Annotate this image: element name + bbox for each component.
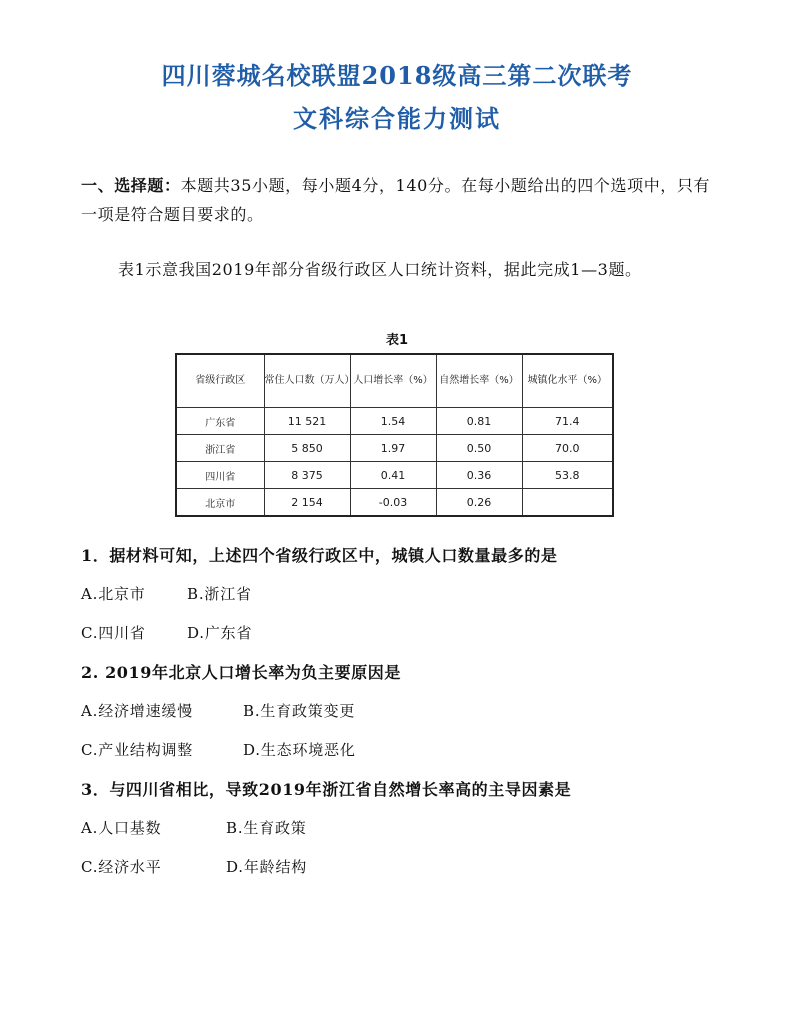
header-natural-growth: 自然增长率（%） <box>436 354 522 408</box>
cell-urbanization: 71.4 <box>522 408 613 435</box>
option-d: D.广东省 <box>187 624 253 642</box>
cell-population: 5 850 <box>264 435 350 462</box>
question-3-options-row-2 <box>81 856 307 877</box>
table-row <box>176 408 613 435</box>
header-growth-rate: 人口增长率（%） <box>350 354 436 408</box>
question-2-stem: 2. 2019年北京人口增长率为负主要原因是 <box>81 663 402 682</box>
section-heading: 一、选择题： <box>81 176 181 195</box>
cell-growth-rate: 1.54 <box>350 408 436 435</box>
question-2-options-row-2 <box>81 739 356 760</box>
option-a: A.经济增速缓慢 <box>81 702 194 720</box>
table-row <box>176 435 613 462</box>
table-row <box>176 489 613 517</box>
cell-population: 2 154 <box>264 489 350 517</box>
instructions-text: 本题共35小题，每小题4分，140分。在每小题给出的四个选项中，只有一项是符合题目要求的。 <box>81 176 711 224</box>
question-3-options-row-1 <box>81 817 307 838</box>
exam-subtitle: 文科综合能力测试 <box>293 104 501 133</box>
cell-population: 8 375 <box>264 462 350 489</box>
option-d: D.生态环境恶化 <box>243 741 356 759</box>
cell-growth-rate: -0.03 <box>350 489 436 517</box>
cell-region: 北京市 <box>176 489 264 517</box>
table-caption: 表1 <box>385 333 409 348</box>
cell-urbanization: 70.0 <box>522 435 613 462</box>
cell-urbanization <box>522 489 613 517</box>
header-population: 常住人口数（万人） <box>264 354 350 408</box>
header-region: 省级行政区 <box>176 354 264 408</box>
option-c: C.四川省 <box>81 624 146 642</box>
section-instructions <box>81 171 711 229</box>
cell-population: 11 521 <box>264 408 350 435</box>
cell-growth-rate: 0.41 <box>350 462 436 489</box>
option-b: B.生育政策变更 <box>243 702 356 720</box>
option-b: B.生育政策 <box>226 819 307 837</box>
cell-region: 浙江省 <box>176 435 264 462</box>
option-d: D.年龄结构 <box>226 858 308 876</box>
cell-natural-growth: 0.50 <box>436 435 522 462</box>
question-1-options-row-2 <box>81 622 252 643</box>
option-c: C.产业结构调整 <box>81 741 194 759</box>
cell-urbanization: 53.8 <box>522 462 613 489</box>
table-row <box>176 462 613 489</box>
question-1-stem: 1．据材料可知，上述四个省级行政区中，城镇人口数量最多的是 <box>81 546 558 565</box>
cell-natural-growth: 0.36 <box>436 462 522 489</box>
exam-title: 四川蓉城名校联盟2018级高三第二次联考 <box>161 61 633 90</box>
cell-natural-growth: 0.26 <box>436 489 522 517</box>
question-2-options-row-1 <box>81 700 355 721</box>
table-header-row <box>176 354 613 408</box>
question-3-stem: 3．与四川省相比，导致2019年浙江省自然增长率高的主导因素是 <box>81 780 572 799</box>
population-table <box>175 353 614 517</box>
option-b: B.浙江省 <box>187 585 252 603</box>
table-intro: 表1示意我国2019年部分省级行政区人口统计资料，据此完成1—3题。 <box>118 260 642 279</box>
question-1-options-row-1 <box>81 583 252 604</box>
cell-region: 四川省 <box>176 462 264 489</box>
option-c: C.经济水平 <box>81 858 162 876</box>
cell-region: 广东省 <box>176 408 264 435</box>
option-a: A.人口基数 <box>81 819 162 837</box>
cell-growth-rate: 1.97 <box>350 435 436 462</box>
cell-natural-growth: 0.81 <box>436 408 522 435</box>
option-a: A.北京市 <box>81 585 146 603</box>
header-urbanization: 城镇化水平（%） <box>522 354 613 408</box>
